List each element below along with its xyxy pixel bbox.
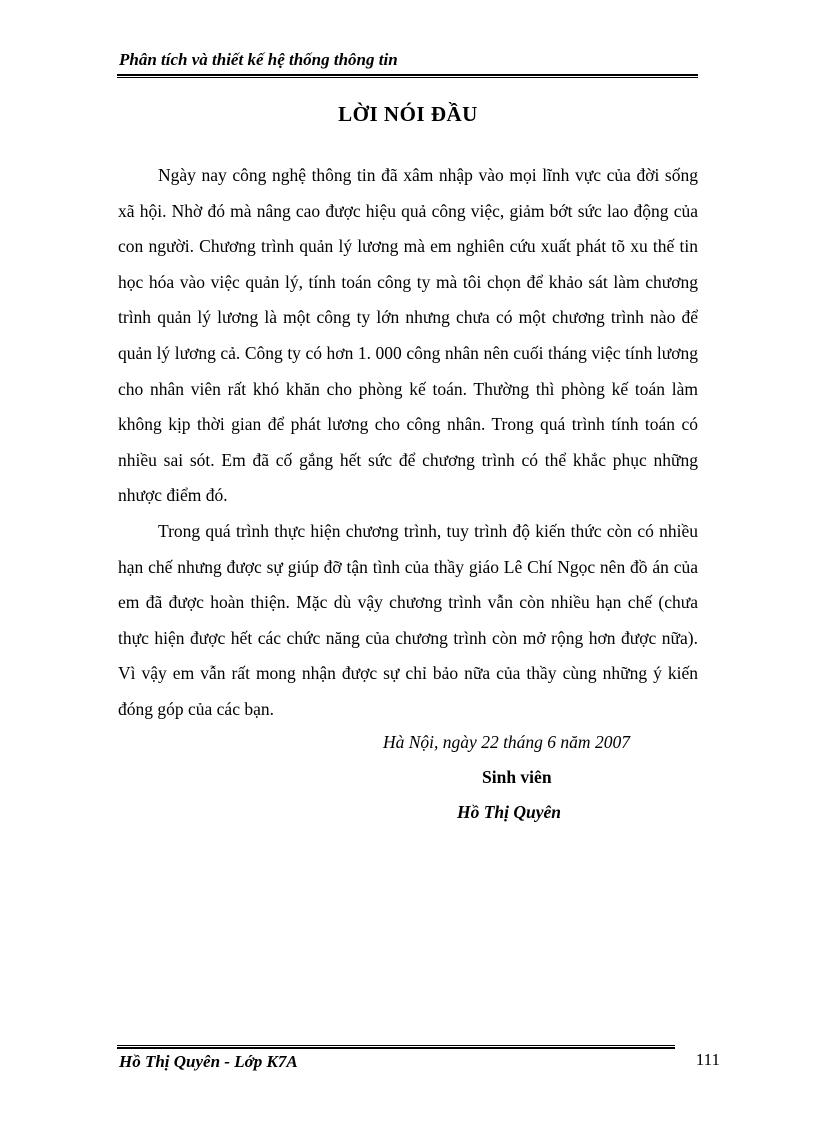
paragraph-2: Trong quá trình thực hiện chương trình, tuy trình độ kiến thức còn có nhiều hạn chế nhưng được sự giúp đỡ tận tình của thầy giáo Lê Chí Ngọc nên đồ án của em đã được hoàn thiện. Mặc dù vậy chương trình vẫn còn nhiều hạn chế (chưa thực hiện được hết các chức năng của chương trình còn mở rộng hơn được nữa). Vì vậy em vẫn rất mong nhận được sự chỉ bảo nữa của thầy cùng những ý kiến đóng góp của các bạn.: [118, 520, 698, 719]
document-title: LỜI NÓI ĐẦU: [338, 102, 478, 126]
footer-rule: [117, 1045, 675, 1049]
document-body: [118, 158, 698, 728]
running-header-title: Phân tích và thiết kế hệ thống thông tin: [119, 50, 398, 69]
page-number: 111: [695, 1050, 720, 1069]
paragraph-1: Ngày nay công nghệ thông tin đã xâm nhập vào mọi lĩnh vực của đời sống xã hội. Nhờ đó mà nâng cao được hiệu quả công việc, giảm bớt sức lao động của con người. Chương trình quản lý lương mà em nghiên cứu xuất phát tõ xu thế tin học hóa vào việc quản lý, tính toán công ty mà tôi chọn để khảo sát làm chương trình quản lý lương là một công ty lớn nhưng chưa có một chương trình nào để quản lý lương cả. Công ty có hơn 1. 000 công nhân nên cuối tháng việc tính lương cho nhân viên rất khó khăn cho phòng kế toán. Thường thì phòng kế toán làm không kịp thời gian để phát lương cho công nhân. Trong quá trình tính toán có nhiều sai sót. Em đã cố gắng hết sức để chương trình có thể khắc phục những nhược điểm đó.: [118, 165, 698, 506]
signature-date: Hà Nội, ngày 22 tháng 6 năm 2007: [383, 732, 630, 752]
signature-name: Hồ Thị Quyên: [457, 802, 562, 822]
footer-author: Hồ Thị Quyên - Lớp K7A: [119, 1052, 298, 1071]
signature-role: Sinh viên: [482, 767, 552, 787]
header-rule: [117, 74, 698, 78]
